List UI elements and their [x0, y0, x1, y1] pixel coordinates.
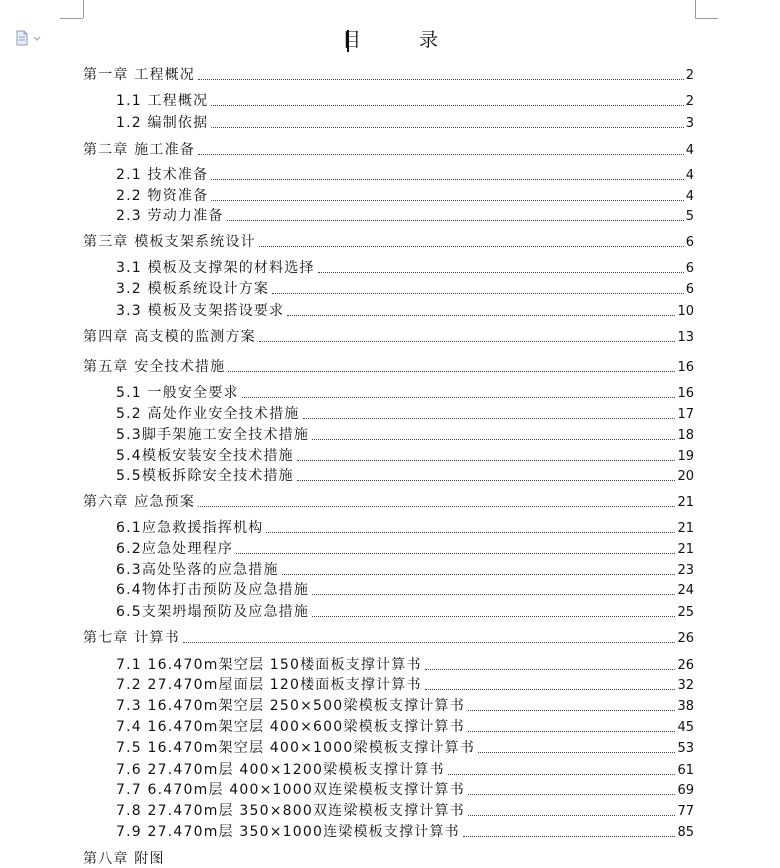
toc-page-number: 6 [685, 261, 694, 276]
toc-page-number: 24 [677, 583, 694, 598]
toc-dot-leader [259, 340, 676, 342]
toc-entry-label: 1.1 工程概况 [116, 93, 209, 109]
toc-page-number: 61 [677, 763, 694, 778]
toc-dot-leader [211, 178, 683, 180]
toc-entry-label: 第六章 应急预案 [83, 494, 196, 510]
toc-entry-label: 第三章 模板支架系统设计 [83, 234, 256, 250]
toc-dot-leader [198, 78, 684, 80]
toc-page-number: 45 [677, 720, 694, 735]
toc-dot-leader [272, 292, 684, 294]
toc-entry-label: 5.2 高处作业安全技术措施 [116, 406, 300, 422]
toc-dot-leader [468, 730, 675, 732]
toc-page-number: 6 [685, 235, 694, 250]
toc-page-number: 38 [677, 699, 694, 714]
toc-section-entry[interactable] [116, 561, 694, 579]
toc-dot-leader [478, 751, 675, 753]
toc-page-number: 32 [677, 678, 694, 693]
toc-entry-label: 5.3脚手架施工安全技术措施 [116, 427, 310, 443]
toc-entry-label: 1.2 编制依据 [116, 115, 209, 131]
crop-mark-top-right [695, 0, 696, 18]
toc-chapter-entry[interactable] [83, 233, 694, 251]
toc-section-entry[interactable] [116, 467, 694, 485]
toc-page-number: 21 [677, 542, 694, 557]
toc-dot-leader [318, 271, 684, 273]
toc-entry-label: 7.9 27.470m层 350×1000连梁模板支撑计算书 [116, 824, 460, 840]
toc-section-entry[interactable] [116, 405, 694, 423]
toc-section-entry[interactable] [116, 802, 694, 820]
toc-entry-label: 3.2 模板系统设计方案 [116, 281, 270, 297]
toc-dot-leader [303, 417, 676, 419]
crop-mark-top-left [83, 0, 84, 18]
toc-chapter-entry[interactable] [83, 66, 694, 84]
toc-page-number: 6 [685, 282, 694, 297]
toc-dot-leader [183, 641, 676, 643]
toc-section-entry[interactable] [116, 823, 694, 841]
toc-dot-leader [198, 505, 675, 507]
toc-entry-label: 7.5 16.470m架空层 400×1000梁模板支撑计算书 [116, 740, 476, 756]
toc-section-entry[interactable] [116, 581, 694, 599]
toc-entry-label: 6.2应急处理程序 [116, 541, 234, 557]
toc-page-number: 69 [677, 783, 694, 798]
toc-entry-label: 6.1应急救援指挥机构 [116, 520, 264, 536]
toc-page-number: 4 [685, 143, 694, 158]
toc-page-number: 23 [677, 563, 694, 578]
toc-page-number: 20 [677, 469, 694, 484]
toc-dot-leader [463, 835, 676, 837]
toc-section-entry[interactable] [116, 676, 694, 694]
toc-section-entry[interactable] [116, 739, 694, 757]
toc-entry-label: 6.3高处坠落的应急措施 [116, 562, 279, 578]
toc-section-entry[interactable] [116, 603, 694, 621]
toc-page-number: 16 [677, 360, 694, 375]
toc-entry-label: 7.8 27.470m层 350×800双连梁模板支撑计算书 [116, 803, 465, 819]
toc-chapter-entry[interactable] [83, 629, 694, 647]
toc-section-entry[interactable] [116, 781, 694, 799]
toc-chapter-entry[interactable] [83, 328, 694, 346]
toc-dot-leader [228, 370, 675, 372]
toc-entry-label: 第八章 附图 [83, 851, 165, 867]
toc-entry-label: 3.3 模板及支架搭设要求 [116, 303, 285, 319]
crop-mark-top-right-h [695, 18, 718, 19]
toc-entry-label: 第二章 施工准备 [83, 142, 196, 158]
toc-section-entry[interactable] [116, 656, 694, 674]
toc-entry-label: 6.5支架坍塌预防及应急措施 [116, 604, 310, 620]
toc-dot-leader [287, 314, 675, 316]
toc-dot-leader [425, 688, 676, 690]
toc-section-entry[interactable] [116, 540, 694, 558]
toc-page-number: 2 [685, 94, 694, 109]
toc-dot-leader [425, 668, 676, 670]
toc-page-number: 53 [677, 741, 694, 756]
toc-section-entry[interactable] [116, 166, 694, 184]
toc-chapter-entry[interactable] [83, 493, 694, 511]
crop-mark-top-left-h [60, 18, 83, 19]
toc-entry-label: 7.1 16.470m架空层 150楼面板支撑计算书 [116, 657, 422, 673]
toc-section-entry[interactable] [116, 384, 694, 402]
toc-dot-leader [266, 531, 675, 533]
toc-entry-label: 7.6 27.470m层 400×1200梁模板支撑计算书 [116, 762, 445, 778]
toc-page-number: 3 [685, 116, 694, 131]
toc-dot-leader [211, 199, 683, 201]
toc-entry-label: 7.2 27.470m屋面层 120楼面板支撑计算书 [116, 677, 422, 693]
toc-section-entry[interactable] [116, 761, 694, 779]
toc-dot-leader [312, 438, 675, 440]
toc-dot-leader [297, 479, 676, 481]
toc-dot-leader [312, 615, 675, 617]
toc-page-number: 19 [677, 449, 694, 464]
toc-page-number: 18 [677, 428, 694, 443]
toc-dot-leader [236, 552, 675, 554]
toc-section-entry[interactable] [116, 187, 694, 205]
toc-section-entry[interactable] [116, 259, 694, 277]
toc-entry-label: 5.1 一般安全要求 [116, 385, 239, 401]
toc-page-number: 5 [685, 209, 694, 224]
toc-section-entry[interactable] [116, 426, 694, 444]
toc-entry-label: 5.5模板拆除安全技术措施 [116, 468, 294, 484]
toc-page-number: 4 [685, 189, 694, 204]
toc-entry-label: 第五章 安全技术措施 [83, 359, 226, 375]
toc-page-number: 10 [677, 304, 694, 319]
toc-section-entry[interactable] [116, 697, 694, 715]
toc-entry-label: 5.4模板安装安全技术措施 [116, 448, 294, 464]
toc-entry-label: 7.3 16.470m架空层 250×500梁模板支撑计算书 [116, 698, 465, 714]
toc-entry-label: 7.7 6.470m层 400×1000双连梁模板支撑计算书 [116, 782, 465, 798]
toc-dot-leader [242, 396, 676, 398]
toc-dot-leader [211, 104, 683, 106]
toc-page-number: 26 [677, 631, 694, 646]
toc-dot-leader [259, 245, 684, 247]
toc-section-entry[interactable] [116, 718, 694, 736]
toc-chapter-entry[interactable] [83, 141, 694, 159]
toc-page-number: 21 [677, 521, 694, 536]
toc-entry-label: 3.1 模板及支撑架的材料选择 [116, 260, 315, 276]
toc-section-entry[interactable] [116, 92, 694, 110]
page-title: 目 录 [341, 29, 465, 51]
toc-page-number: 13 [677, 330, 694, 345]
toc-section-entry[interactable] [116, 207, 694, 225]
toc-page-number: 25 [677, 605, 694, 620]
toc-entry-label: 7.4 16.470m架空层 400×600梁模板支撑计算书 [116, 719, 465, 735]
toc-section-entry[interactable] [116, 447, 694, 465]
toc-section-entry[interactable] [116, 302, 694, 320]
toc-page-number: 85 [677, 825, 694, 840]
toc-dot-leader [198, 153, 684, 155]
toc-page-number: 2 [685, 68, 694, 83]
toc-page-number: 16 [677, 386, 694, 401]
toc-dot-leader [211, 126, 683, 128]
toc-page-number: 26 [677, 658, 694, 673]
toc-page-number: 4 [685, 168, 694, 183]
toc-chapter-entry[interactable] [83, 358, 694, 376]
toc-dot-leader [448, 773, 676, 775]
toc-entry-label: 第四章 高支模的监测方案 [83, 329, 256, 345]
toc-dot-leader [312, 593, 675, 595]
toc-entry-label: 2.3 劳动力准备 [116, 208, 224, 224]
toc-page-number: 21 [677, 495, 694, 510]
toc-entry-label: 2.2 物资准备 [116, 188, 209, 204]
toc-chapter-entry[interactable] [83, 850, 694, 868]
toc-section-entry[interactable] [116, 280, 694, 298]
toc-entry-label: 6.4物体打击预防及应急措施 [116, 582, 310, 598]
toc-dot-leader [468, 709, 675, 711]
toc-dot-leader [297, 459, 676, 461]
toc-dot-leader [468, 814, 675, 816]
toc-dot-leader [227, 219, 684, 221]
toc-section-entry[interactable] [116, 519, 694, 537]
toc-page-number: 17 [677, 407, 694, 422]
toc-entry-label: 2.1 技术准备 [116, 167, 209, 183]
toc-dot-leader [468, 793, 675, 795]
toc-entry-label: 第七章 计算书 [83, 630, 180, 646]
toc-page-number: 77 [677, 804, 694, 819]
toc-entry-label: 第一章 工程概况 [83, 67, 196, 83]
toc-section-entry[interactable] [116, 114, 694, 132]
toc-dot-leader [282, 573, 676, 575]
